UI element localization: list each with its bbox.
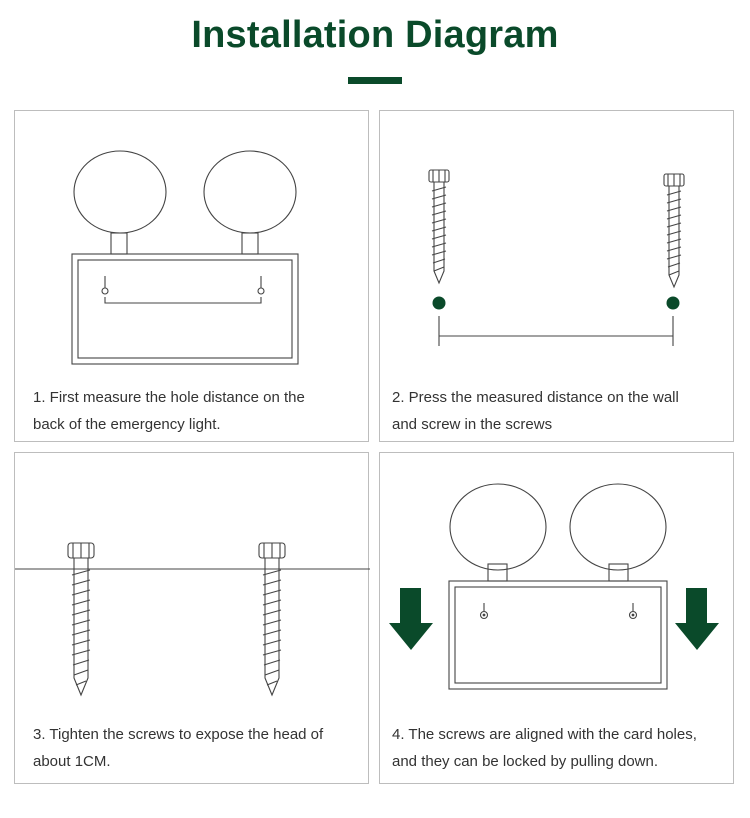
step-2-caption-line-2: and screw in the screws (392, 416, 553, 433)
screw-icon (429, 170, 449, 283)
step-4-caption-line-2: and they can be locked by pulling down. (392, 753, 659, 770)
step-4-caption-line-1: 4. The screws are aligned with the card holes, (392, 726, 697, 743)
page-title: Installation Diagram (191, 14, 559, 56)
arrow-down-icon (389, 588, 433, 650)
hole-mark-dot (433, 297, 446, 310)
step-3-caption-line-1: 3. Tighten the screws to expose the head of (33, 726, 324, 743)
title-underline (348, 77, 402, 84)
screw-icon (68, 543, 94, 695)
step-2-caption-line-1: 2. Press the measured distance on the wall (392, 389, 679, 406)
screw-icon (664, 174, 684, 287)
step-4-panel (379, 452, 734, 784)
keyhole-icon (630, 603, 637, 619)
keyhole-icon (102, 276, 108, 294)
arrow-down-icon (675, 588, 719, 650)
step-3-panel (14, 452, 369, 784)
step-1-caption-line-1: 1. First measure the hole distance on the (33, 389, 305, 406)
step-1-panel (14, 110, 369, 442)
step-1-caption-line-2: back of the emergency light. (33, 416, 221, 433)
hole-mark-dot (667, 297, 680, 310)
step-3-caption-line-2: about 1CM. (33, 753, 111, 770)
keyhole-icon (258, 276, 264, 294)
screw-icon (259, 543, 285, 695)
keyhole-icon (481, 603, 488, 619)
step-2-panel (379, 110, 734, 442)
